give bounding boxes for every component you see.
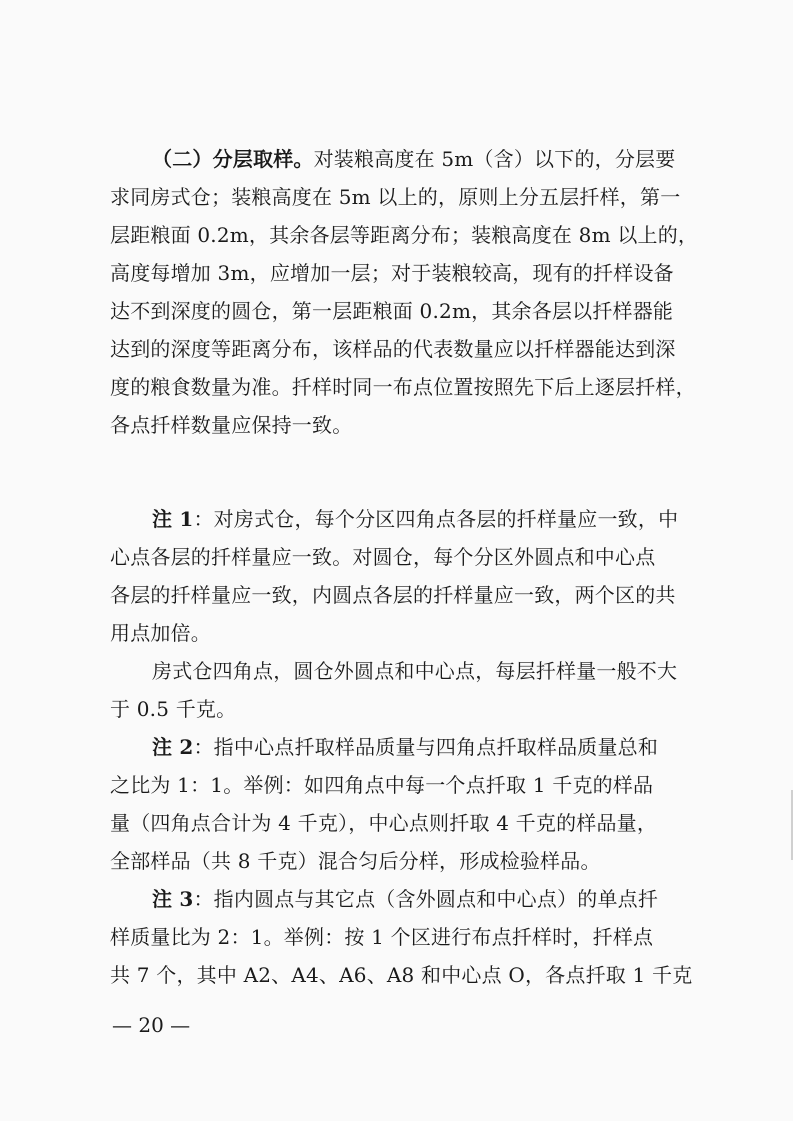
text-line [110,140,710,178]
text-line: 各点扦样数量应保持一致。 [110,413,353,437]
text-line: 样质量比为 2：1。举例：按 1 个区进行布点扦样时，扦样点 [110,925,654,949]
text-line: 求同房式仓；装粮高度在 5m 以上的，原则上分五层扦样，第一 [110,185,681,209]
text-line: 高度每增加 3m，应增加一层；对于装粮较高，现有的扦样设备 [110,261,674,285]
text-line: 心点各层的扦样量应一致。对圆仓，每个分区外圆点和中心点 [110,545,656,569]
section-heading: （二）分层取样。 [152,147,314,171]
text-line: 度的粮食数量为准。扦样时同一布点位置按照先下后上逐层扦样， [110,375,696,399]
notes-section [110,500,710,994]
text-line: 量（四角点合计为 4 千克），中心点则扦取 4 千克的样品量， [110,811,658,835]
text-line: 于 0.5 千克。 [110,697,237,721]
text-line: 全部样品（共 8 千克）混合匀后分样，形成检验样品。 [110,849,601,873]
text-line: 达到的深度等距离分布，该样品的代表数量应以扦样器能达到深 [110,337,676,361]
note-label: 注 1 [152,507,194,531]
note-label: 注 2 [152,735,194,759]
text-line [110,728,710,766]
text-line [110,880,710,918]
section-two-paragraph [110,140,710,444]
text-span: ：指内圆点与其它点（含外圆点和中心点）的单点扦 [193,887,659,911]
text-line: 之比为 1：1。举例：如四角点中每一个点扦取 1 千克的样品 [110,773,654,797]
text-line: 用点加倍。 [110,621,211,645]
text-line: 各层的扦样量应一致，内圆点各层的扦样量应一致，两个区的共 [110,583,676,607]
text-line: 共 7 个，其中 A2、A4、A6、A8 和中心点 O，各点扦取 1 千克 [110,963,693,987]
text-line [110,500,710,538]
text-line: 层距粮面 0.2m，其余各层等距离分布；装粮高度在 8m 以上的， [110,223,699,247]
text-line: 房式仓四角点，圆仓外圆点和中心点，每层扦样量一般不大 [152,659,678,683]
text-span: ：指中心点扦取样品质量与四角点扦取样品质量总和 [193,735,659,759]
note-label: 注 3 [152,887,194,911]
text-span: 对装粮高度在 5m（含）以下的，分层要 [313,147,676,171]
text-line: 达不到深度的圆仓，第一层距粮面 0.2m，其余各层以扦样器能 [110,299,674,323]
text-span: ：对房式仓，每个分区四角点各层的扦样量应一致，中 [193,507,679,531]
page-number: — 20 — [112,1013,191,1037]
